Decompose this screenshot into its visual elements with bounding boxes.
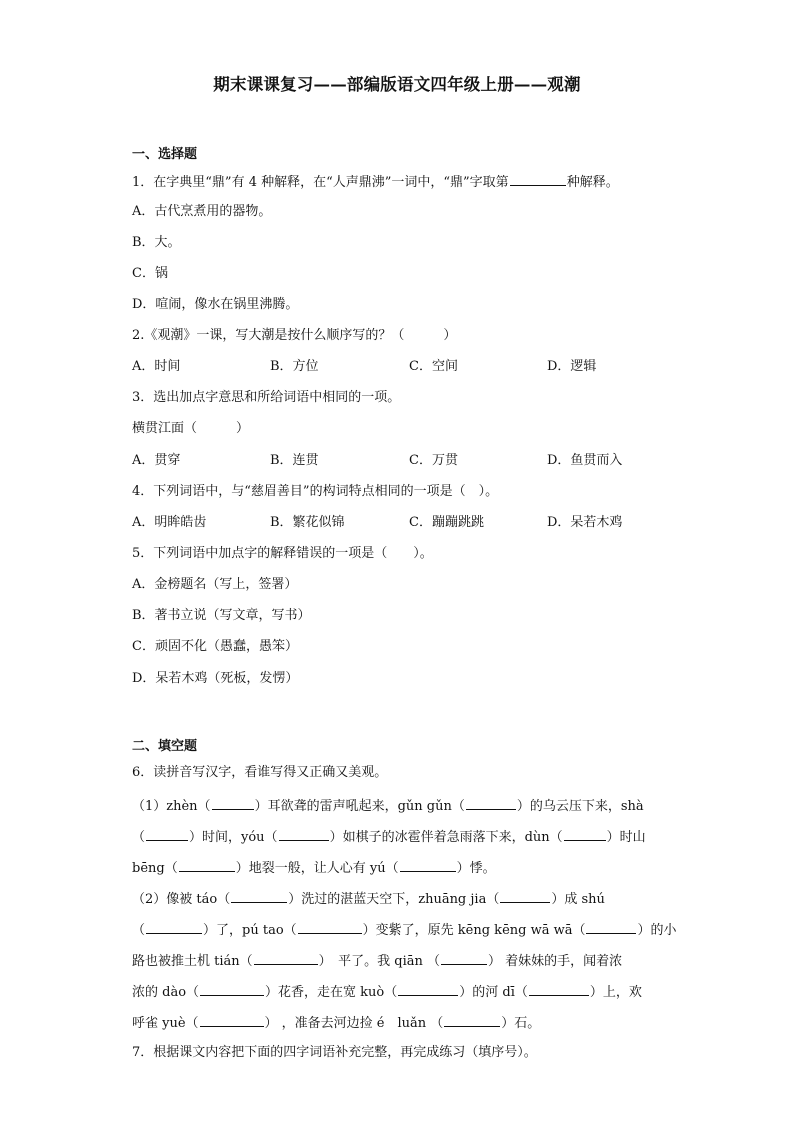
question-3-option-a: A．贯穿 — [132, 453, 181, 468]
question-4-option-b: B．繁花似锦 — [270, 515, 345, 530]
answer-blank[interactable] — [146, 920, 202, 934]
answer-blank[interactable] — [200, 982, 264, 996]
question-7-stem: 7．根据课文内容把下面的四字词语补充完整，再完成练习（填序号）。 — [132, 1045, 537, 1060]
text-segment: （1）zhèn（ — [132, 799, 211, 814]
answer-blank[interactable] — [200, 1013, 264, 1027]
question-6-line-5 — [132, 920, 677, 940]
question-2-stem: 2.《观潮》一课，写大潮是按什么顺序写的？（ ） — [132, 328, 457, 343]
text-segment: （ — [132, 830, 146, 845]
answer-blank[interactable] — [279, 827, 329, 841]
question-6-line-8 — [132, 1013, 540, 1033]
text-segment: ）时间，yóu（ — [189, 830, 278, 845]
question-2-option-d: D．逻辑 — [547, 359, 597, 374]
text-segment: ）耳欲聋的雷声吼起来，gǔn gǔn（ — [254, 799, 465, 814]
answer-blank[interactable] — [500, 889, 550, 903]
question-2-option-c: C．空间 — [409, 359, 458, 374]
text-segment: ）花香，走在宽 kuò（ — [265, 985, 398, 1000]
answer-blank[interactable] — [441, 951, 487, 965]
answer-blank[interactable] — [298, 920, 362, 934]
text-segment: ） 着妹妹的手，闻着浓 — [488, 954, 623, 969]
question-3-option-b: B．连贯 — [270, 453, 319, 468]
question-4-option-d: D．呆若木鸡 — [547, 515, 623, 530]
question-1-stem-tail: 种解释。 — [566, 175, 619, 190]
question-4-stem: 4．下列词语中，与“慈眉善目”的构词特点相同的一项是（ ）。 — [132, 484, 499, 499]
question-5-option-b: B．著书立说（写文章，写书） — [132, 608, 311, 623]
text-segment: ）石。 — [501, 1016, 541, 1031]
text-segment: ）变紫了，原先 kēng kēng wā wā（ — [362, 923, 586, 938]
text-segment: ）的河 dī（ — [459, 985, 528, 1000]
text-segment: （2）像被 táo（ — [132, 892, 231, 907]
answer-blank[interactable] — [529, 982, 589, 996]
answer-blank[interactable] — [466, 796, 516, 810]
text-segment: ）地裂一般，让人心有 yú（ — [235, 861, 399, 876]
text-segment: 路也被推土机 tián（ — [132, 954, 253, 969]
answer-blank[interactable] — [212, 796, 254, 810]
question-1-option-c: C．锅 — [132, 266, 168, 281]
text-segment: ）如棋子的冰雹伴着急雨落下来，dùn（ — [329, 830, 563, 845]
answer-blank[interactable] — [398, 982, 458, 996]
question-6-line-2 — [132, 827, 646, 847]
question-1-option-a: A．古代烹煮用的器物。 — [132, 204, 272, 219]
question-4-option-c: C．蹦蹦跳跳 — [409, 515, 484, 530]
question-3-word: 横贯江面（ ） — [132, 421, 250, 436]
text-segment: ）成 shú — [551, 892, 605, 907]
question-6-line-4 — [132, 889, 605, 909]
text-segment: ）悸。 — [456, 861, 496, 876]
answer-blank[interactable] — [444, 1013, 500, 1027]
question-2-option-a: A．时间 — [132, 359, 181, 374]
question-1-option-b: B．大。 — [132, 235, 181, 250]
question-6-stem: 6．读拼音写汉字，看谁写得又正确又美观。 — [132, 765, 388, 780]
answer-blank[interactable] — [400, 858, 456, 872]
text-segment: ）上，欢 — [589, 985, 642, 1000]
answer-blank[interactable] — [564, 827, 606, 841]
answer-blank[interactable] — [510, 172, 566, 186]
answer-blank[interactable] — [146, 827, 188, 841]
answer-blank[interactable] — [231, 889, 287, 903]
question-4-option-a: A．明眸皓齿 — [132, 515, 207, 530]
question-3-option-d: D．鱼贯而入 — [547, 453, 623, 468]
question-5-option-c: C．顽固不化（愚蠢，愚笨） — [132, 639, 298, 654]
text-segment: ）的乌云压下来，shà — [516, 799, 644, 814]
question-5-option-d: D．呆若木鸡（死板，发愣） — [132, 671, 299, 686]
document-title: 期末课课复习——部编版语文四年级上册——观潮 — [213, 75, 581, 94]
question-1-stem — [132, 172, 619, 192]
question-2-option-b: B．方位 — [270, 359, 319, 374]
question-6-line-3 — [132, 858, 496, 878]
question-3-stem: 3．选出加点字意思和所给词语中相同的一项。 — [132, 390, 401, 405]
text-segment: ）洗过的湛蓝天空下，zhuāng jia（ — [288, 892, 500, 907]
text-segment: （ — [132, 923, 146, 938]
question-6-line-6 — [132, 951, 622, 971]
answer-blank[interactable] — [254, 951, 318, 965]
question-1-option-d: D．喧闹，像水在锅里沸腾。 — [132, 297, 299, 312]
question-3-option-c: C．万贯 — [409, 453, 458, 468]
section-heading-fill: 二、填空题 — [132, 739, 198, 754]
question-5-stem: 5．下列词语中加点字的解释错误的一项是（ ）。 — [132, 546, 433, 561]
text-segment: ）的小 — [637, 923, 677, 938]
question-6-line-7 — [132, 982, 642, 1002]
text-segment: ）时山 — [606, 830, 646, 845]
answer-blank[interactable] — [586, 920, 636, 934]
question-5-option-a: A．金榜题名（写上，签署） — [132, 577, 298, 592]
text-segment: ） ，准备去河边捡 é luǎn （ — [264, 1016, 444, 1031]
question-1-stem-text: 1．在字典里“鼎”有 4 种解释，在“人声鼎沸”一词中，“鼎”字取第 — [132, 175, 509, 190]
question-6-line-1 — [132, 796, 644, 816]
section-heading-choice: 一、选择题 — [132, 147, 198, 162]
text-segment: 呼雀 yuè（ — [132, 1016, 199, 1031]
text-segment: ） 平了。我 qiān （ — [318, 954, 441, 969]
text-segment: 浓的 dào（ — [132, 985, 200, 1000]
text-segment: ）了，pú tao（ — [203, 923, 297, 938]
text-segment: bēng（ — [132, 861, 178, 876]
answer-blank[interactable] — [179, 858, 235, 872]
